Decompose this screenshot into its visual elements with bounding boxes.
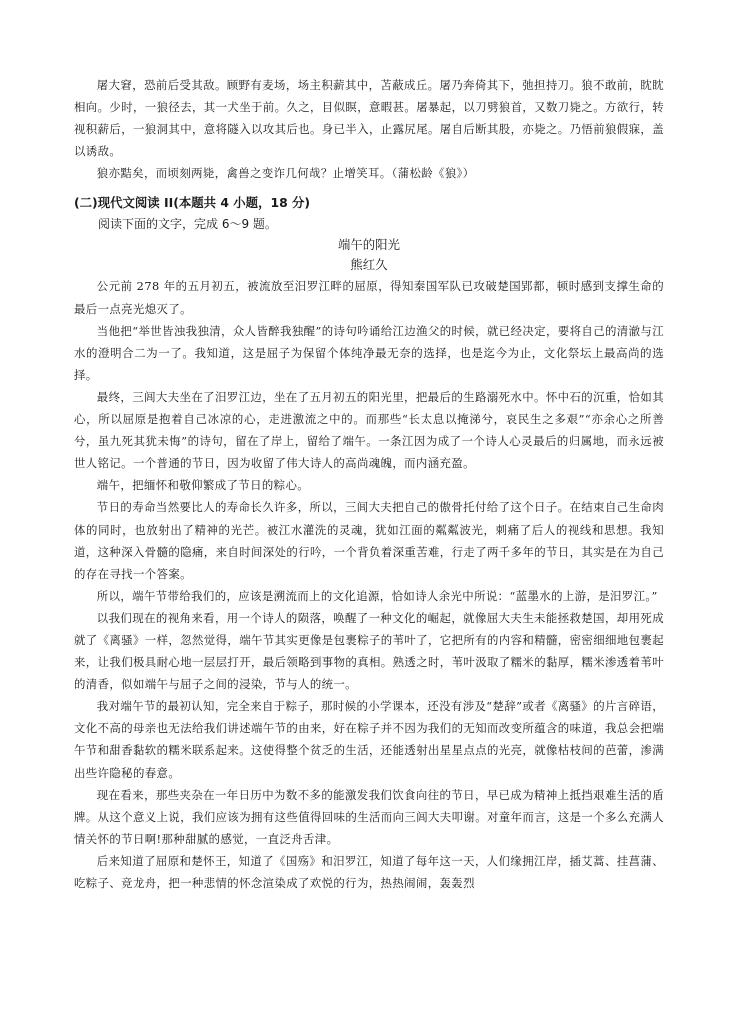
article-paragraph: 现在看来，那些夹杂在一年日历中为数不多的能激发我们饮食向往的节日，早已成为精神上抵挡艰难生活的盾牌。从这个意义上说，我们应该为拥有这些值得回味的生活而向三闾大夫叩谢。对童年而言，这是一个多么充满人情关怀的节日啊!那种甜腻的感觉，一直泛舟舌津。 (74, 787, 664, 846)
section-instruction: 阅读下面的文字，完成 6～9 题。 (98, 217, 277, 232)
article-paragraph: 端午，把缅怀和敬仰繁成了节日的粽心。 (96, 478, 310, 493)
article-paragraph: 后来知道了屈原和楚怀王，知道了《国殇》和汨罗江，知道了每年这一天，人们缘拥江岸，插艾蒿、挂菖蒲、吃粽子、竞龙舟，把一种悲情的怀念渲染成了欢悦的行为，热热闹闹，轰轰烈 (74, 853, 664, 890)
article-paragraph: 我对端午节的最初认知，完全来自于粽子，那时候的小学课本，还没有涉及“楚辞”或者《离骚》的片言碎语，文化不高的母亲也无法给我们讲述端午节的由来，好在粽子并不因为我们的无知而改变所蕴含的味道，我总会把端午节和甜香黏软的糯米联系起来。这使得整个贫乏的生活，还能透射出星星点点的光亮，就像枯枝间的芭蕾，渗满出些许隐秘的春意。 (74, 699, 664, 780)
article-paragraph: 所以，端午节带给我们的，应该是溯流而上的文化追源，恰如诗人余光中所说：“蓝墨水的上游，是汨罗江。” (96, 588, 658, 603)
article-body (74, 275, 664, 894)
article-paragraph: 最终，三闾大夫坐在了汨罗江边，坐在了五月初五的阳光里，把最后的生路溺死水中。怀中石的沉重，恰如其心，所以屈原是抱着自己冰凉的心，走进激流之中的。而那些“长太息以掩涕兮，哀民生之多艰”“亦余心之所善兮，虽九死其犹未悔”的诗句，留在了岸上，留给了端午。一条江因为成了一个诗人心灵最后的归属地，而永远被世人铭记。一个普通的节日，因为收留了伟大诗人的高尚魂魄，而内涵充盈。 (74, 389, 664, 471)
section-heading: (二)现代文阅读 II(本题共 4 小题，18 分) (74, 195, 311, 211)
article-paragraph: 节日的寿命当然要比人的寿命长久许多，所以，三闾大夫把自己的傲骨托付给了这个日子。在结束自己生命肉体的同时，也放射出了精神的光芒。被江水灌洗的灵魂，犹如江面的粼粼波光，刺痛了后人的视线和思想。我知道，这种深入骨髓的隐痛，来自时间深处的行吟，一个背负着深重苦难，行走了两千多年的节日，其实是在为自己的存在寻找一个答案。 (74, 500, 664, 581)
article-author: 熊红久 (350, 257, 388, 273)
page-body (74, 74, 664, 894)
article-paragraph: 公元前 278 年的五月初五，被流放至汨罗江畔的屈原，得知秦国军队已攻破楚国郢都，顿时感到支撑生命的最后一点亮光熄灭了。 (74, 279, 664, 316)
article-title: 端午的阳光 (338, 237, 400, 253)
classical-paragraph: 屠大窘，恐前后受其敌。顾野有麦场，场主积薪其中，苫蔽成丘。屠乃奔倚其下，弛担持刀。狼不敢前，眈眈相向。少时，一狼径去，其一犬坐于前。久之，目似瞑，意暇甚。屠暴起，以刀劈狼首，又数刀毙之。方欲行，转视积薪后，一狼洞其中，意将隧入以攻其后也。身已半入，止露尻尾。屠自后断其股，亦毙之。乃悟前狼假寐，盖以诱敌。 (74, 78, 664, 159)
classical-paragraph: 狼亦黠矣，而顷刻两毙，禽兽之变诈几何哉？止增笑耳。（蒲松龄《狼》） (96, 166, 475, 181)
article-paragraph: 以我们现在的视角来看，用一个诗人的陨落，唤醒了一种文化的崛起，就像屈大夫生未能拯救楚国，却用死成就了《离骚》一样，忽然觉得，端午节其实更像是包裹粽子的苇叶了，它把所有的内容和精髓，密密细细地包裹起来，让我们极具耐心地一层层打开，最后领略到事物的真相。熟透之时，苇叶汲取了糯米的黏厚，糯米渗透着苇叶的清香，似如端午与屈子之间的浸染，节与人的统一。 (74, 610, 664, 692)
article-paragraph: 当他把“举世皆浊我独清，众人皆醉我独醒”的诗句吟诵给江边渔父的时候，就已经决定，要将自己的清澈与江水的澄明合二为一了。我知道，这是屈子为保留个体纯净最无奈的选择，也是迄今为止，文化祭坛上最高尚的选择。 (74, 323, 664, 382)
classical-passage (74, 74, 664, 184)
